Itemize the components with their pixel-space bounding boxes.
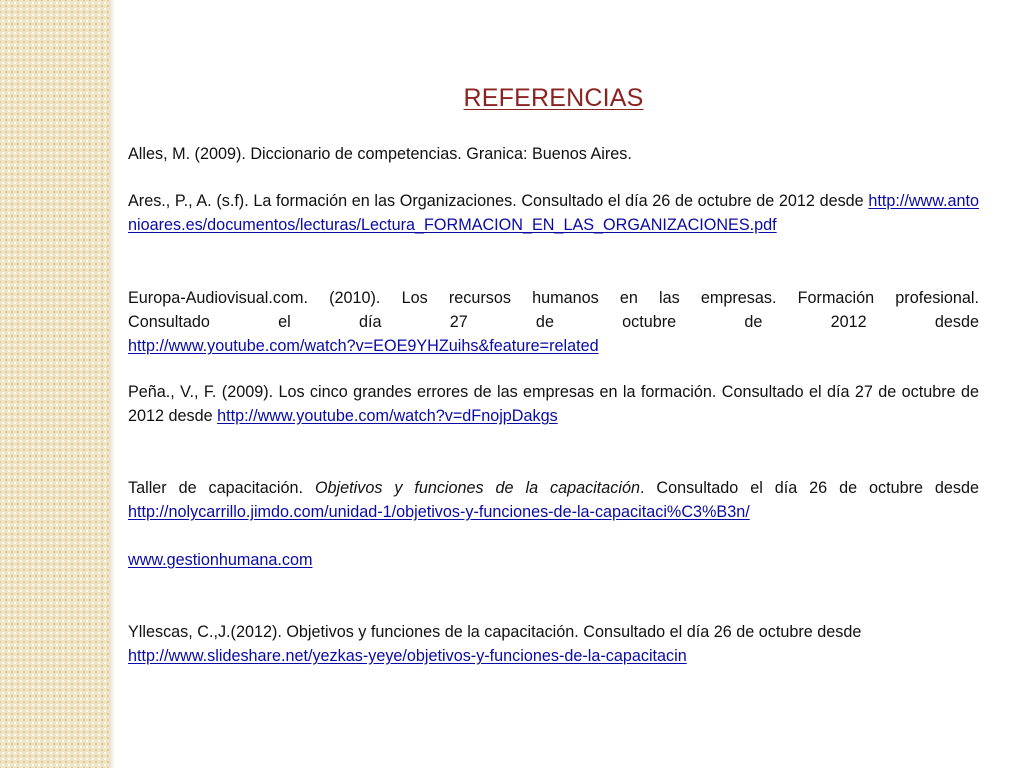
reference-europa-audiovisual	[128, 286, 979, 358]
reference-link[interactable]: http://www.youtube.com/watch?v=dFnojpDakgs	[217, 407, 558, 425]
reference-text: Ares., P., A. (s.f). La formación en las Organizaciones. Consultado el día 26 de octubre de 2012 desde	[128, 192, 864, 210]
slide-title: REFERENCIAS	[463, 84, 644, 112]
reference-text: Alles, M. (2009). Diccionario de competencias. Granica: Buenos Aires.	[128, 145, 632, 163]
reference-text: . Consultado el día 26 de octubre desde	[639, 479, 979, 497]
reference-alles	[128, 142, 979, 166]
reference-gestionhumana	[128, 548, 979, 572]
reference-link[interactable]: http://nolycarrillo.jimdo.com/unidad-1/objetivos-y-funciones-de-la-capacitaci%C3%B3n/	[128, 503, 750, 521]
reference-link[interactable]: http://www.youtube.com/watch?v=EOE9YHZuihs&feature=related	[128, 337, 599, 355]
reference-text: Yllescas, C.,J.(2012). Objetivos y funciones de la capacitación. Consultado el día 26 de octubre desde	[128, 623, 862, 641]
reference-link[interactable]: http://www.antonioares.es/documentos/lecturas/Lectura_FORMACION_EN_LAS_ORGANIZACIONES.pdf	[128, 192, 980, 234]
reference-link[interactable]: www.gestionhumana.com	[128, 551, 313, 569]
decorative-side-strip	[0, 0, 110, 768]
reference-yllescas	[128, 620, 979, 668]
reference-text-line: Consultado el día 27 de octubre de 2012 desde	[128, 313, 979, 331]
reference-text-line: Europa-Audiovisual.com. (2010). Los recursos humanos en las empresas. Formación profesional.	[128, 289, 979, 307]
reference-taller-capacitacion	[128, 476, 979, 524]
reference-ares	[128, 189, 979, 237]
reference-pena	[128, 380, 979, 428]
reference-link[interactable]: http://www.slideshare.net/yezkas-yeye/objetivos-y-funciones-de-la-capacitacin	[128, 647, 687, 665]
reference-italic-title: Objetivos y funciones de la capacitación	[314, 479, 640, 497]
reference-text: Peña., V., F. (2009). Los cinco grandes errores de las empresas en la formación. Consultado el día 27 de octubre de 2012 desde	[128, 383, 979, 425]
side-strip-shadow	[110, 0, 115, 768]
reference-text: Taller de capacitación.	[128, 479, 304, 497]
